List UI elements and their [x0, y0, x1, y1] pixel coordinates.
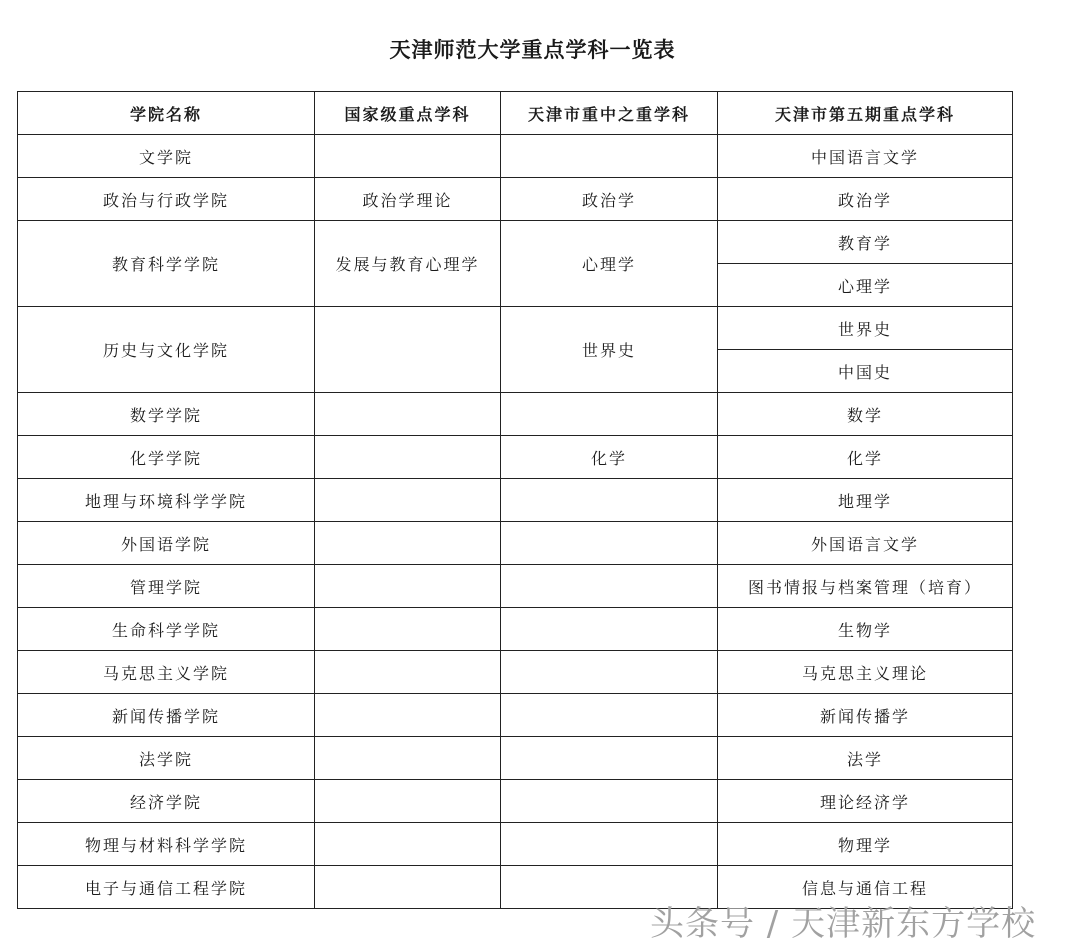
- table-row: [18, 608, 1013, 651]
- college-cell: 文学院: [18, 135, 315, 178]
- national-cell: [315, 823, 501, 866]
- college-cell: 法学院: [18, 737, 315, 780]
- key-key-cell: [501, 823, 718, 866]
- college-cell: 生命科学学院: [18, 608, 315, 651]
- national-cell: [315, 565, 501, 608]
- college-cell: 马克思主义学院: [18, 651, 315, 694]
- college-cell: 政治与行政学院: [18, 178, 315, 221]
- key-key-cell: [501, 135, 718, 178]
- fifth-cell: 中国语言文学: [718, 135, 1013, 178]
- table-row: [18, 651, 1013, 694]
- key-key-cell: [501, 694, 718, 737]
- fifth-cell: 物理学: [718, 823, 1013, 866]
- table-row: [18, 307, 1013, 350]
- national-cell: 发展与教育心理学: [315, 221, 501, 307]
- college-cell: 地理与环境科学学院: [18, 479, 315, 522]
- column-header-fifth: 天津市第五期重点学科: [718, 92, 1013, 135]
- column-header-national: 国家级重点学科: [315, 92, 501, 135]
- table-row: [18, 178, 1013, 221]
- college-cell: 化学学院: [18, 436, 315, 479]
- fifth-cell: 地理学: [718, 479, 1013, 522]
- table-row: [18, 479, 1013, 522]
- national-cell: [315, 307, 501, 393]
- college-cell: 历史与文化学院: [18, 307, 315, 393]
- table-row: [18, 135, 1013, 178]
- fifth-cell: 理论经济学: [718, 780, 1013, 823]
- key-key-cell: [501, 522, 718, 565]
- national-cell: [315, 393, 501, 436]
- fifth-cell: 中国史: [718, 350, 1013, 393]
- fifth-cell: 化学: [718, 436, 1013, 479]
- national-cell: [315, 522, 501, 565]
- key-key-cell: 世界史: [501, 307, 718, 393]
- national-cell: [315, 479, 501, 522]
- fifth-cell: 马克思主义理论: [718, 651, 1013, 694]
- college-cell: 电子与通信工程学院: [18, 866, 315, 909]
- key-key-cell: [501, 737, 718, 780]
- key-key-cell: 政治学: [501, 178, 718, 221]
- table-row: [18, 522, 1013, 565]
- key-key-cell: 化学: [501, 436, 718, 479]
- national-cell: [315, 651, 501, 694]
- national-cell: [315, 866, 501, 909]
- table-row: [18, 393, 1013, 436]
- fifth-cell: 心理学: [718, 264, 1013, 307]
- college-cell: 外国语学院: [18, 522, 315, 565]
- fifth-cell: 新闻传播学: [718, 694, 1013, 737]
- national-cell: 政治学理论: [315, 178, 501, 221]
- national-cell: [315, 436, 501, 479]
- key-key-cell: [501, 651, 718, 694]
- national-cell: [315, 694, 501, 737]
- national-cell: [315, 135, 501, 178]
- key-key-cell: [501, 608, 718, 651]
- table-row: [18, 694, 1013, 737]
- fifth-cell: 信息与通信工程: [718, 866, 1013, 909]
- national-cell: [315, 780, 501, 823]
- college-cell: 教育科学学院: [18, 221, 315, 307]
- key-key-cell: [501, 780, 718, 823]
- table-row: [18, 436, 1013, 479]
- table-row: [18, 737, 1013, 780]
- key-key-cell: [501, 565, 718, 608]
- key-key-cell: [501, 393, 718, 436]
- watermark: 头条号 / 天津新东方学校: [650, 904, 1037, 944]
- key-key-cell: [501, 479, 718, 522]
- fifth-cell: 教育学: [718, 221, 1013, 264]
- college-cell: 数学学院: [18, 393, 315, 436]
- college-cell: 物理与材料科学学院: [18, 823, 315, 866]
- page-title: 天津师范大学重点学科一览表: [389, 38, 676, 62]
- table-row: [18, 823, 1013, 866]
- fifth-cell: 法学: [718, 737, 1013, 780]
- key-key-cell: 心理学: [501, 221, 718, 307]
- national-cell: [315, 608, 501, 651]
- table-row: [18, 221, 1013, 264]
- fifth-cell: 政治学: [718, 178, 1013, 221]
- college-cell: 新闻传播学院: [18, 694, 315, 737]
- college-cell: 经济学院: [18, 780, 315, 823]
- key-subjects-table: [17, 91, 1013, 909]
- national-cell: [315, 737, 501, 780]
- fifth-cell: 图书情报与档案管理（培育）: [718, 565, 1013, 608]
- column-header-college: 学院名称: [18, 92, 315, 135]
- table-header-row: [18, 92, 1013, 135]
- table-row: [18, 780, 1013, 823]
- fifth-cell: 数学: [718, 393, 1013, 436]
- fifth-cell: 世界史: [718, 307, 1013, 350]
- table-row: [18, 565, 1013, 608]
- column-header-key-key: 天津市重中之重学科: [501, 92, 718, 135]
- fifth-cell: 生物学: [718, 608, 1013, 651]
- fifth-cell: 外国语言文学: [718, 522, 1013, 565]
- college-cell: 管理学院: [18, 565, 315, 608]
